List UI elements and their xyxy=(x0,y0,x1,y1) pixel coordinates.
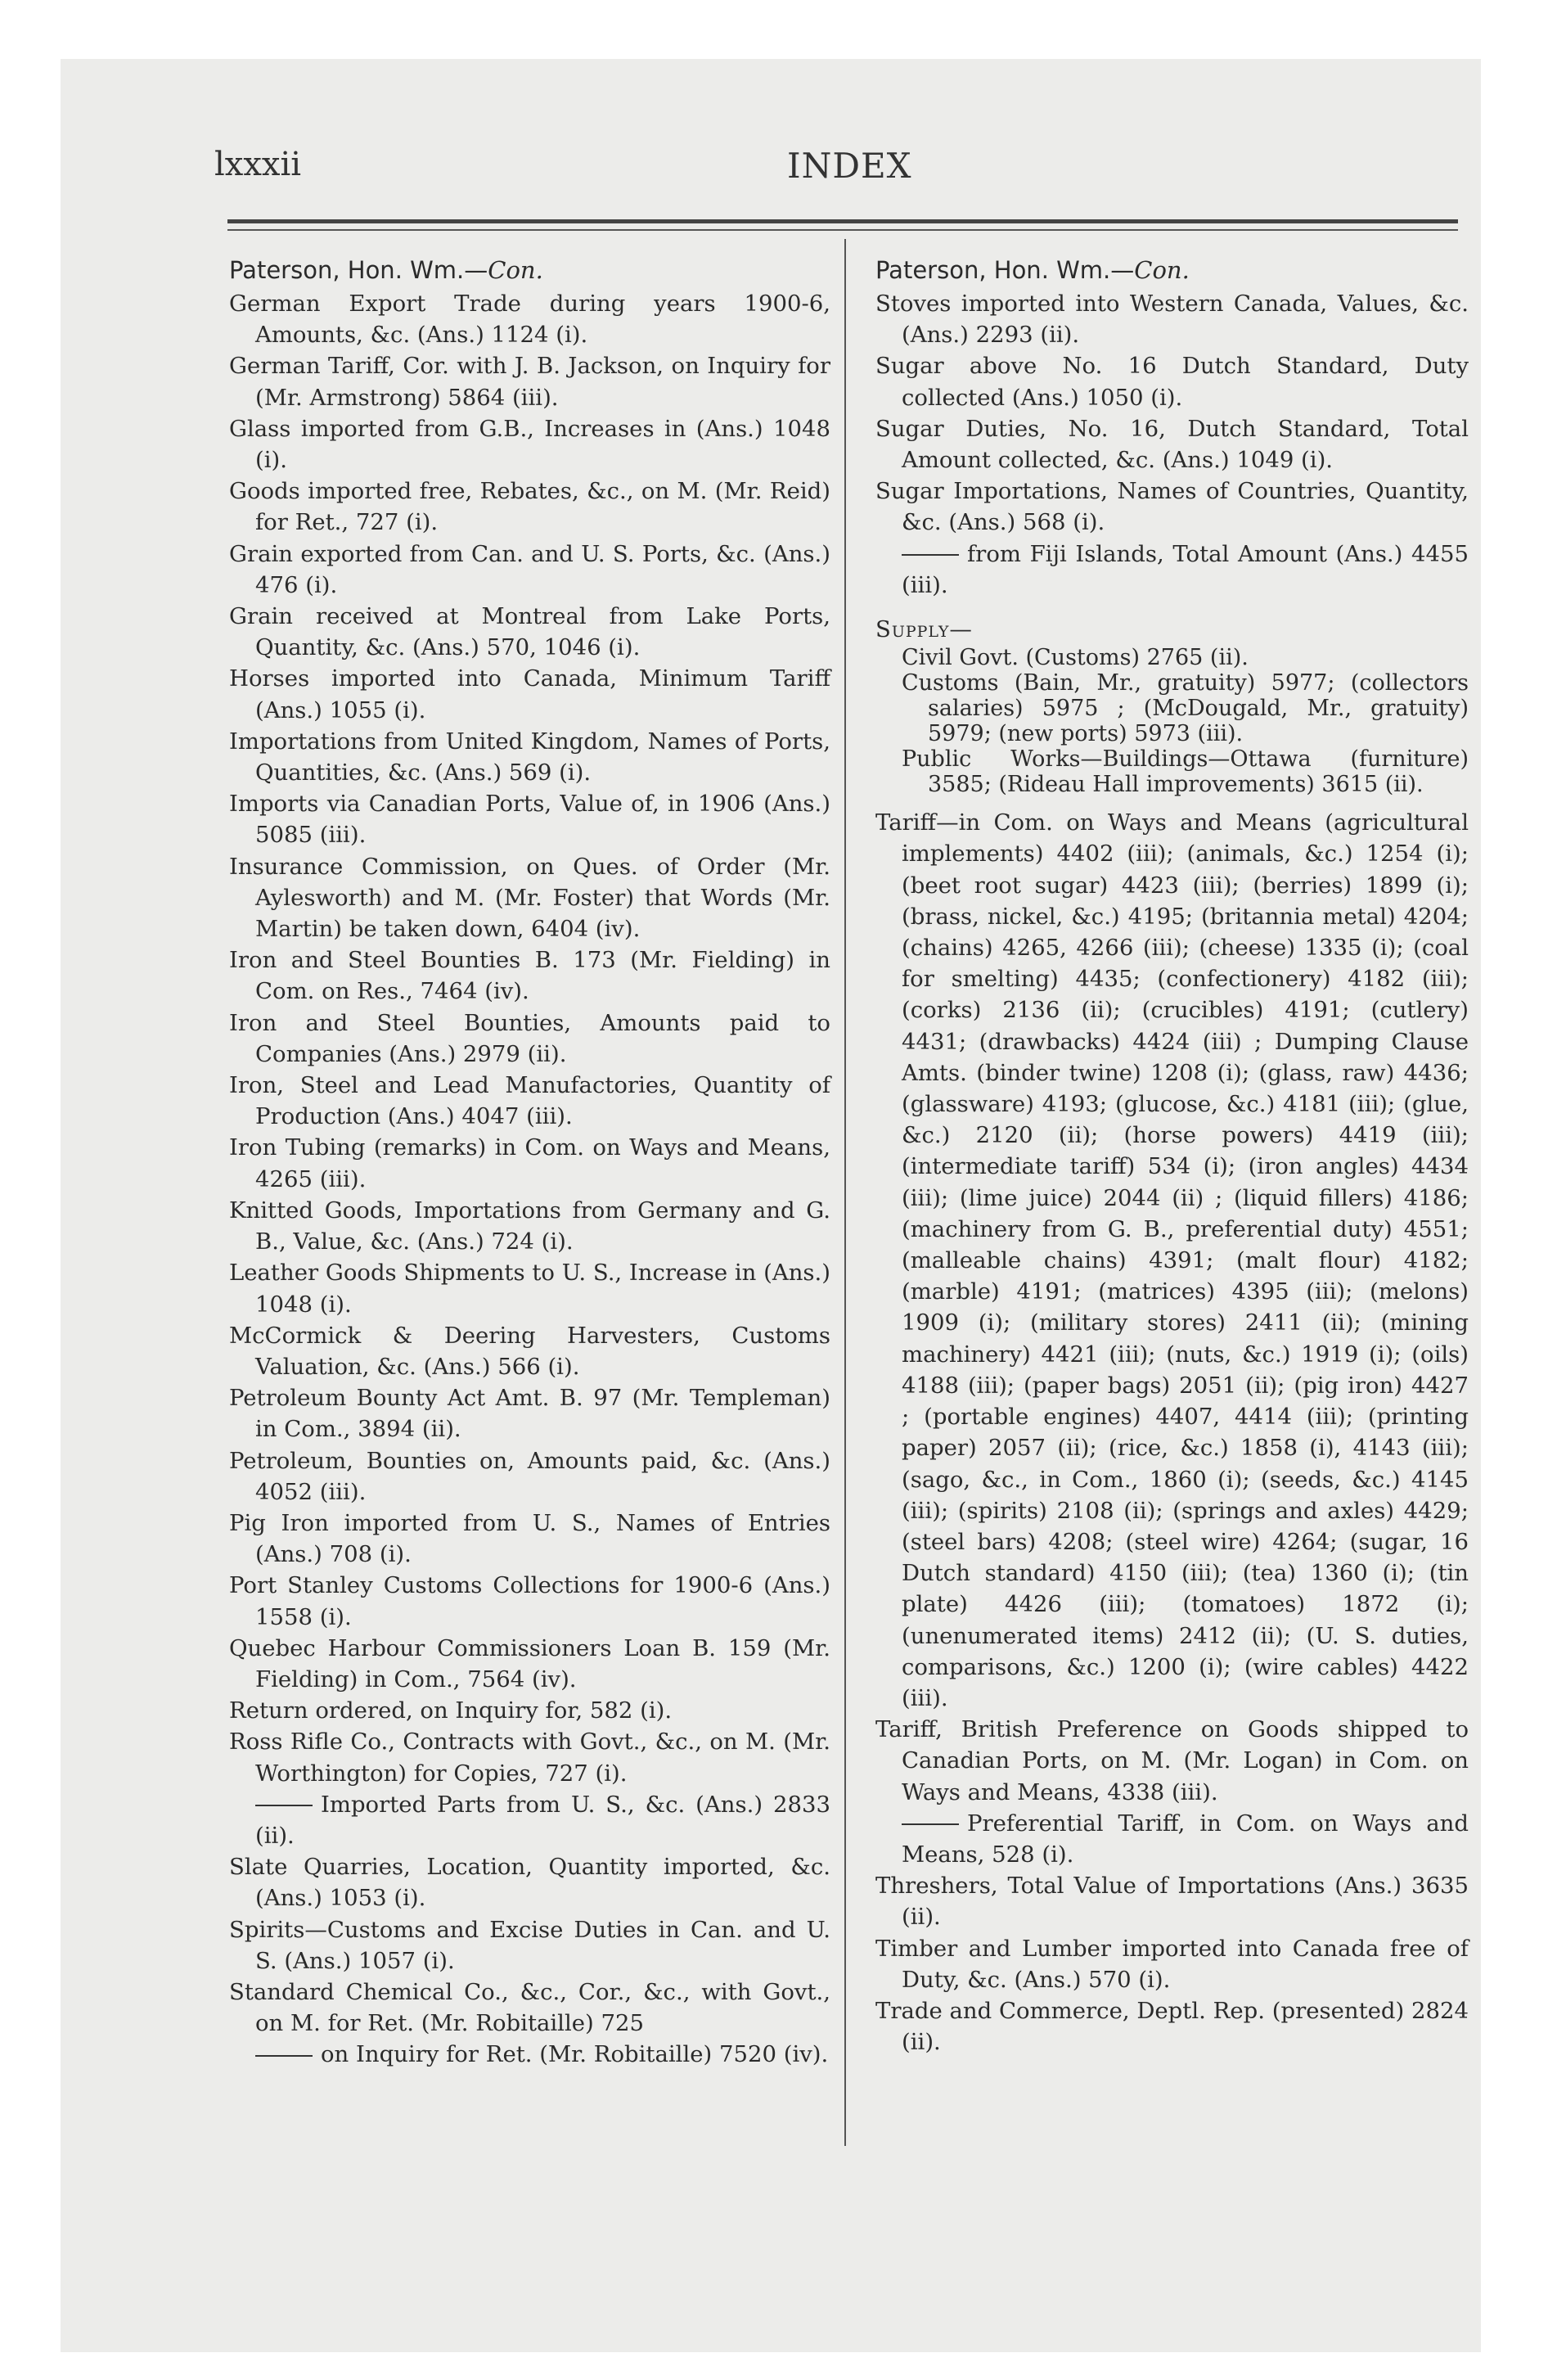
heading-continued: Con. xyxy=(488,256,543,284)
index-entry-text: Iron and Steel Bounties, Amounts paid to Companies (Ans.) 2979 (ii). xyxy=(229,1009,830,1067)
index-entry xyxy=(229,413,830,476)
supply-entries xyxy=(875,645,1469,797)
index-entry xyxy=(229,1695,830,1726)
supply-heading: Supply— xyxy=(875,616,973,643)
index-entry-text: Ross Rifle Co., Contracts with Govt., &c., on M. (Mr. Worthington) for Copies, 727 (i). xyxy=(229,1729,830,1787)
header-rule-thick xyxy=(227,219,1458,223)
left-entries-2 xyxy=(229,1851,830,2039)
index-entry xyxy=(229,1508,830,1570)
index-entry xyxy=(875,1870,1469,1932)
index-entry xyxy=(875,746,1469,797)
index-entry-text: Petroleum Bounty Act Amt. B. 97 (Mr. Templeman) in Com., 3894 (ii). xyxy=(229,1385,830,1443)
index-entry xyxy=(229,1257,830,1319)
ditto-dash xyxy=(902,554,959,556)
index-entry xyxy=(229,726,830,788)
ditto-dash xyxy=(255,1805,313,1806)
right-dash-entries-1 xyxy=(875,539,1469,601)
index-entry xyxy=(229,1132,830,1194)
heading-name: Paterson, Hon. Wm.— xyxy=(875,256,1135,284)
index-entry-text: Horses imported into Canada, Minimum Tariff (Ans.) 1055 (i). xyxy=(229,665,830,723)
index-entry-text: Trade and Commerce, Deptl. Rep. (presented) 2824 (ii). xyxy=(875,1997,1469,2056)
index-entry-text: Iron, Steel and Lead Manufactories, Quantity of Production (Ans.) 4047 (iii). xyxy=(229,1072,830,1130)
index-entry-text: from Fiji Islands, Total Amount (Ans.) 4455 (iii). xyxy=(902,540,1469,598)
index-entry-text: Leather Goods Shipments to U. S., Increase in (Ans.) 1048 (i). xyxy=(229,1260,830,1318)
index-entry-text: Grain received at Montreal from Lake Ports, Quantity, &c. (Ans.) 570, 1046 (i). xyxy=(229,603,830,661)
left-column-heading xyxy=(229,254,830,286)
index-entry xyxy=(229,539,830,601)
index-entry-text: Imports via Canadian Ports, Value of, in 1906 (Ans.) 5085 (iii). xyxy=(229,791,830,849)
index-entry xyxy=(229,1070,830,1132)
index-entry xyxy=(875,539,1469,601)
index-entry-text: Knitted Goods, Importations from Germany and G. B., Value, &c. (Ans.) 724 (i). xyxy=(229,1197,830,1255)
index-entry xyxy=(229,1633,830,1695)
index-entry-text: Return ordered, on Inquiry for, 582 (i). xyxy=(229,1697,673,1724)
index-entry-text: Quebec Harbour Commissioners Loan B. 159 (Mr. Fielding) in Com., 7564 (iv). xyxy=(229,1634,830,1693)
index-entry xyxy=(229,1445,830,1508)
left-dash-entries-1 xyxy=(229,1789,830,1851)
index-entry xyxy=(229,1007,830,1070)
index-entry-text: Iron Tubing (remarks) in Com. on Ways and Means, 4265 (iii). xyxy=(229,1134,830,1192)
index-entry-text: Port Stanley Customs Collections for 1900-6 (Ans.) 1558 (i). xyxy=(229,1572,830,1630)
index-entry-text: Pig Iron imported from U. S., Names of Entries (Ans.) 708 (i). xyxy=(229,1509,830,1568)
index-entry-text: Sugar Importations, Names of Countries, Quantity, &c. (Ans.) 568 (i). xyxy=(875,478,1469,536)
right-column xyxy=(875,254,1469,2058)
index-entry xyxy=(229,350,830,412)
index-entry-text: Grain exported from Can. and U. S. Ports, &c. (Ans.) 476 (i). xyxy=(229,540,830,598)
heading-continued: Con. xyxy=(1134,256,1190,284)
index-entry-text: Slate Quarries, Location, Quantity imported, &c. (Ans.) 1053 (i). xyxy=(229,1854,830,1912)
index-entry xyxy=(229,476,830,538)
index-entry-text: Goods imported free, Rebates, &c., on M. (Mr. Reid) for Ret., 727 (i). xyxy=(229,478,830,536)
index-entry xyxy=(875,476,1469,538)
index-entry xyxy=(875,288,1469,350)
index-entry xyxy=(229,1570,830,1632)
column-divider xyxy=(844,239,846,2146)
index-entry xyxy=(229,601,830,663)
ditto-dash xyxy=(902,1823,959,1825)
index-entry xyxy=(229,2039,830,2070)
heading-name: Paterson, Hon. Wm.— xyxy=(229,256,488,284)
index-entry-text: Glass imported from G.B., Increases in (Ans.) 1048 (i). xyxy=(229,415,830,474)
index-entry-text: German Tariff, Cor. with J. B. Jackson, on Inquiry for (Mr. Armstrong) 5864 (iii). xyxy=(229,353,830,411)
index-entry-text: Iron and Steel Bounties B. 173 (Mr. Fielding) in Com. on Res., 7464 (iv). xyxy=(229,947,830,1005)
index-entry xyxy=(875,1933,1469,1995)
index-entry-text: on Inquiry for Ret. (Mr. Robitaille) 7520 (iv). xyxy=(321,2041,829,2068)
right-entries xyxy=(875,288,1469,539)
left-column xyxy=(229,254,830,2071)
index-entry xyxy=(229,944,830,1007)
index-entry xyxy=(229,788,830,850)
index-entry xyxy=(875,670,1469,746)
index-entry xyxy=(229,851,830,945)
index-entry-text: Insurance Commission, on Ques. of Order (Mr. Aylesworth) and M. (Mr. Foster) that Words (Mr. Martin) be taken down, 6404 (iv). xyxy=(229,853,830,943)
index-entry xyxy=(229,1914,830,1977)
spacer xyxy=(875,797,1469,807)
index-entry-text: Imported Parts from U. S., &c. (Ans.) 2833 (ii). xyxy=(255,1791,830,1849)
right-column-heading xyxy=(875,254,1469,286)
index-entry xyxy=(875,1995,1469,2058)
index-entry-text: Customs (Bain, Mr., gratuity) 5977; (collectors salaries) 5975 ; (McDougald, Mr., gratuity) 5979; (new ports) 5973 (iii). xyxy=(902,670,1469,747)
index-entry xyxy=(875,350,1469,412)
index-entry xyxy=(875,1808,1469,1870)
right-dash-entries-2 xyxy=(875,1808,1469,1870)
left-entries xyxy=(229,288,830,1789)
index-entry-text: Petroleum, Bounties on, Amounts paid, &c. (Ans.) 4052 (iii). xyxy=(229,1447,830,1505)
page-header xyxy=(214,146,1458,195)
index-entry xyxy=(229,663,830,725)
index-entry-text: Spirits—Customs and Excise Duties in Can. and U. S. (Ans.) 1057 (i). xyxy=(229,1916,830,1974)
index-entry-text: McCormick & Deering Harvesters, Customs Valuation, &c. (Ans.) 566 (i). xyxy=(229,1322,830,1380)
index-entry xyxy=(229,1320,830,1382)
index-entry xyxy=(875,1714,1469,1808)
running-title: INDEX xyxy=(787,146,912,186)
index-entry-text: Importations from United Kingdom, Names of Ports, Quantities, &c. (Ans.) 569 (i). xyxy=(229,728,830,787)
page-number: lxxxii xyxy=(214,146,302,183)
index-entry-text: Standard Chemical Co., &c., Cor., &c., with Govt., on M. for Ret. (Mr. Robitaille) 725 xyxy=(229,1978,830,2037)
index-entry xyxy=(875,645,1469,670)
index-entry xyxy=(875,807,1469,1714)
ditto-dash xyxy=(255,2055,313,2057)
index-entry-text: Sugar Duties, No. 16, Dutch Standard, Total Amount collected, &c. (Ans.) 1049 (i). xyxy=(875,415,1469,474)
index-entry-text: Public Works—Buildings—Ottawa (furniture) 3585; (Rideau Hall improvements) 3615 (ii). xyxy=(902,746,1469,798)
index-entry xyxy=(229,1195,830,1257)
index-entry-text: Threshers, Total Value of Importations (Ans.) 3635 (ii). xyxy=(875,1873,1469,1931)
index-entry xyxy=(229,1851,830,1913)
index-entry-text: Sugar above No. 16 Dutch Standard, Duty collected (Ans.) 1050 (i). xyxy=(875,353,1469,411)
index-entry xyxy=(229,1789,830,1851)
index-entry xyxy=(229,288,830,350)
index-entry-text: Stoves imported into Western Canada, Values, &c. (Ans.) 2293 (ii). xyxy=(875,291,1469,349)
left-dash-entries-2 xyxy=(229,2039,830,2070)
index-entry xyxy=(875,413,1469,476)
index-entry xyxy=(229,1977,830,2039)
header-rule-thin xyxy=(227,229,1458,231)
index-entry-text: Tariff, British Preference on Goods shipped to Canadian Ports, on M. (Mr. Logan) in Com. on Ways and Means, 4338 (iii). xyxy=(875,1716,1469,1805)
right-entries-2 xyxy=(875,807,1469,1808)
right-entries-3 xyxy=(875,1870,1469,2058)
index-entry-text: Civil Govt. (Customs) 2765 (ii). xyxy=(902,645,1249,671)
index-entry-text: Timber and Lumber imported into Canada free of Duty, &c. (Ans.) 570 (i). xyxy=(875,1935,1469,1993)
index-entry-text: Tariff—in Com. on Ways and Means (agricultural implements) 4402 (iii); (animals, &c.) 1254 (i); (beet root sugar) 4423 (iii); (berries) 1899 (i); (brass, nickel, &c.) 4195; (britannia metal) 4204; (chains) 4265, 4266 (iii); (cheese) 1335 (i); (coal for smelting) 4435; (confectionery) 4182 (iii); (corks) 2136 (ii); (crucibles) 4191; (cutlery) 4431; (drawbacks) 4424 (iii) ; Dumping Clause Amts. (binder twine) 1208 (i); (glass, raw) 4436; (glassware) 4193; (glucose, &c.) 4181 (iii); (glue, &c.) 2120 (ii); (horse powers) 4419 (iii); (intermediate tariff) 534 (i); (iron angles) 4434 (iii); (lime juice) 2044 (ii) ; (liquid fillers) 4186; (machinery from G. B., preferential duty) 4551; (malleable chains) 4391; (malt flour) 4182; (marble) 4191; (matrices) 4395 (iii); (melons) 1909 (i); (military stores) 2411 (ii); (mining machinery) 4421 (iii); (nuts, &c.) 1919 (i); (oils) 4188 (iii); (paper bags) 2051 (ii); (pig iron) 4427 ; (portable engines) 4407, 4414 (iii); (printing paper) 2057 (ii); (rice, &c.) 1858 (i), 4143 (iii); (sago, &c., in Com., 1860 (i); (seeds, &c.) 4145 (iii); (spirits) 2108 (ii); (springs and axles) 4429; (steel bars) 4208; (steel wire) 4264; (sugar, 16 Dutch standard) 4150 (iii); (tea) 1360 (i); (tin plate) 4426 (iii); (tomatoes) 1872 (i); (unenumerated items) 2412 (ii); (U. S. duties, comparisons, &c.) 1200 (i); (wire cables) 4422 (iii). xyxy=(875,809,1469,1711)
index-entry xyxy=(229,1382,830,1445)
index-entry xyxy=(229,1726,830,1788)
index-entry-text: German Export Trade during years 1900-6, Amounts, &c. (Ans.) 1124 (i). xyxy=(229,291,830,349)
index-entry-text: Preferential Tariff, in Com. on Ways and Means, 528 (i). xyxy=(902,1810,1469,1868)
